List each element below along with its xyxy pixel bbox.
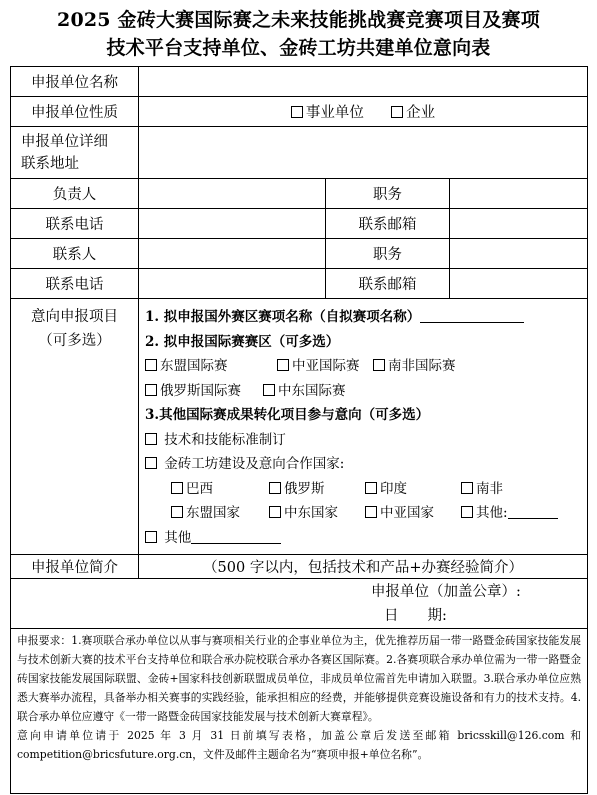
leader-position-label: 职务 — [326, 179, 450, 209]
opt-standard[interactable] — [145, 428, 587, 453]
country-other-blank[interactable] — [508, 518, 558, 519]
leader-phone-field[interactable] — [139, 209, 326, 239]
intent-label — [11, 299, 139, 555]
country-brazil-checkbox[interactable] — [171, 482, 183, 494]
country-asean-checkbox[interactable] — [171, 506, 183, 518]
intro-hint: （500 字以内，包括技术和产品+办赛经验简介） — [139, 555, 588, 579]
leader-email-label: 联系邮箱 — [326, 209, 450, 239]
region-south-africa-checkbox[interactable] — [373, 359, 385, 371]
region-middle-east-checkbox[interactable] — [263, 384, 275, 396]
country-other-label: 其他: — [476, 505, 508, 521]
region-row-1 — [145, 354, 587, 379]
signature-block[interactable] — [11, 579, 588, 629]
contact-position-field[interactable] — [450, 239, 588, 269]
contact-email-label: 联系邮箱 — [326, 269, 450, 299]
contact-phone-label: 联系电话 — [11, 269, 139, 299]
country-middle-east-option[interactable] — [269, 501, 365, 526]
nature-public-checkbox[interactable] — [291, 106, 303, 118]
leader-label: 负责人 — [11, 179, 139, 209]
opt-standard-label: 技术和技能标准制订 — [164, 431, 286, 448]
nature-public-label: 事业单位 — [305, 105, 364, 121]
notes-block — [11, 629, 588, 794]
opt-other-checkbox[interactable] — [145, 531, 157, 543]
country-russia-option[interactable] — [269, 477, 365, 502]
address-label-line-1: 申报单位详细 — [21, 133, 108, 150]
address-field[interactable] — [139, 127, 588, 179]
unit-name-field[interactable] — [139, 67, 588, 97]
signature-date: 日 期: — [384, 608, 447, 624]
opt-standard-checkbox[interactable] — [145, 433, 157, 445]
unit-nature-label: 申报单位性质 — [11, 97, 139, 127]
country-row-2 — [145, 501, 587, 526]
country-india-option[interactable] — [365, 477, 461, 502]
country-russia-checkbox[interactable] — [269, 482, 281, 494]
country-row-1 — [145, 477, 587, 502]
leader-phone-label: 联系电话 — [11, 209, 139, 239]
intent-label-line-2: （可多选） — [38, 333, 111, 349]
intent-options — [139, 299, 588, 555]
intent-item-2: 2. 拟申报国际赛赛区（可多选） — [145, 333, 340, 350]
region-asean-option[interactable] — [145, 354, 277, 379]
contact-phone-field[interactable] — [139, 269, 326, 299]
country-brazil-label: 巴西 — [186, 480, 213, 497]
country-asean-label: 东盟国家 — [186, 505, 240, 521]
country-other-option[interactable] — [461, 501, 558, 526]
country-other-checkbox[interactable] — [461, 506, 473, 518]
leader-field[interactable] — [139, 179, 326, 209]
intent-item-1-text: 1. 拟申报国外赛区赛项名称（自拟赛项名称） — [145, 309, 421, 325]
signature-unit: 申报单位（加盖公章）: — [371, 584, 521, 600]
form-title — [0, 6, 597, 62]
region-russia-label: 俄罗斯国际赛 — [160, 382, 241, 399]
leader-position-field[interactable] — [450, 179, 588, 209]
opt-workshop-checkbox[interactable] — [145, 457, 157, 469]
opt-other[interactable] — [145, 526, 587, 551]
country-middle-east-label: 中东国家 — [284, 505, 338, 521]
region-middle-east-label: 中东国际赛 — [278, 382, 346, 399]
leader-email-field[interactable] — [450, 209, 588, 239]
opt-other-blank[interactable] — [191, 543, 281, 544]
address-label — [11, 127, 139, 179]
country-central-asia-label: 中亚国家 — [380, 505, 434, 521]
country-central-asia-checkbox[interactable] — [365, 506, 377, 518]
unit-nature-options — [139, 97, 588, 127]
nature-enterprise-checkbox[interactable] — [391, 106, 403, 118]
country-india-checkbox[interactable] — [365, 482, 377, 494]
event-name-blank[interactable] — [420, 322, 524, 323]
nature-enterprise-label: 企业 — [406, 105, 436, 121]
title-line-1: 2025 金砖大赛国际赛之未来技能挑战赛竞赛项目及赛项 — [57, 9, 540, 31]
title-line-2: 技术平台支持单位、金砖工坊共建单位意向表 — [106, 37, 491, 59]
country-brazil-option[interactable] — [171, 477, 269, 502]
opt-workshop-label: 金砖工坊建设及意向合作国家: — [164, 456, 345, 472]
region-south-africa-label: 南非国际赛 — [388, 358, 456, 374]
contact-email-field[interactable] — [450, 269, 588, 299]
country-russia-label: 俄罗斯 — [284, 480, 325, 497]
intent-item-3: 3.其他国际赛成果转化项目参与意向（可多选） — [145, 407, 430, 423]
intent-item-1 — [145, 305, 587, 330]
country-asean-option[interactable] — [171, 501, 269, 526]
unit-name-label: 申报单位名称 — [11, 67, 139, 97]
country-south-africa-label: 南非 — [476, 480, 503, 497]
opt-other-label: 其他 — [164, 529, 192, 546]
region-russia-option[interactable] — [145, 379, 263, 404]
country-central-asia-option[interactable] — [365, 501, 461, 526]
contact-field[interactable] — [139, 239, 326, 269]
address-label-line-2: 联系地址 — [21, 155, 79, 172]
region-central-asia-label: 中亚国际赛 — [292, 358, 360, 374]
country-south-africa-checkbox[interactable] — [461, 482, 473, 494]
region-south-africa-option[interactable] — [373, 354, 456, 379]
region-central-asia-checkbox[interactable] — [277, 359, 289, 371]
region-central-asia-option[interactable] — [277, 354, 367, 379]
region-russia-checkbox[interactable] — [145, 384, 157, 396]
opt-workshop[interactable] — [145, 452, 587, 477]
contact-label: 联系人 — [11, 239, 139, 269]
intro-label: 申报单位简介 — [11, 555, 139, 579]
contact-position-label: 职务 — [326, 239, 450, 269]
application-form-table — [10, 66, 588, 794]
notes-submission: 意向申请单位请于 2025 年 3 月 31 日前填写表格，加盖公章后发送至邮箱 bricsskill@126.com 和 competition@bricsfuture.org.cn，文件及邮件主题命名为“赛项申报+单位名称”。 — [17, 729, 582, 761]
country-india-label: 印度 — [380, 480, 407, 497]
notes-requirements: 申报要求：1.赛项联合承办单位以从事与赛项相关行业的企事业单位为主，优先推荐历届一带一路暨金砖国家技能发展与技术创新大赛的技术平台支持单位和联合承办院校联合承办各赛区国际赛。2.各赛项联合承办单位需为一带一路暨金砖国家技能发展国际联盟、金砖+国家科技创新联盟成员单位，非成员单位需首先申请加入联盟。3.联合承办单位应熟悉大赛举办流程，具备举办相关赛事的实践经验，能承担相应的经费，并能够提供竞赛设施设备和有力的技术支持。4.联合承办单位应遵守《一带一路暨金砖国家技能发展与技术创新大赛章程》。 — [17, 634, 582, 723]
country-middle-east-checkbox[interactable] — [269, 506, 281, 518]
intent-label-line-1: 意向申报项目 — [31, 309, 118, 325]
region-middle-east-option[interactable] — [263, 379, 346, 404]
region-row-2 — [145, 379, 587, 404]
region-asean-label: 东盟国际赛 — [160, 358, 228, 374]
country-south-africa-option[interactable] — [461, 477, 503, 502]
region-asean-checkbox[interactable] — [145, 359, 157, 371]
